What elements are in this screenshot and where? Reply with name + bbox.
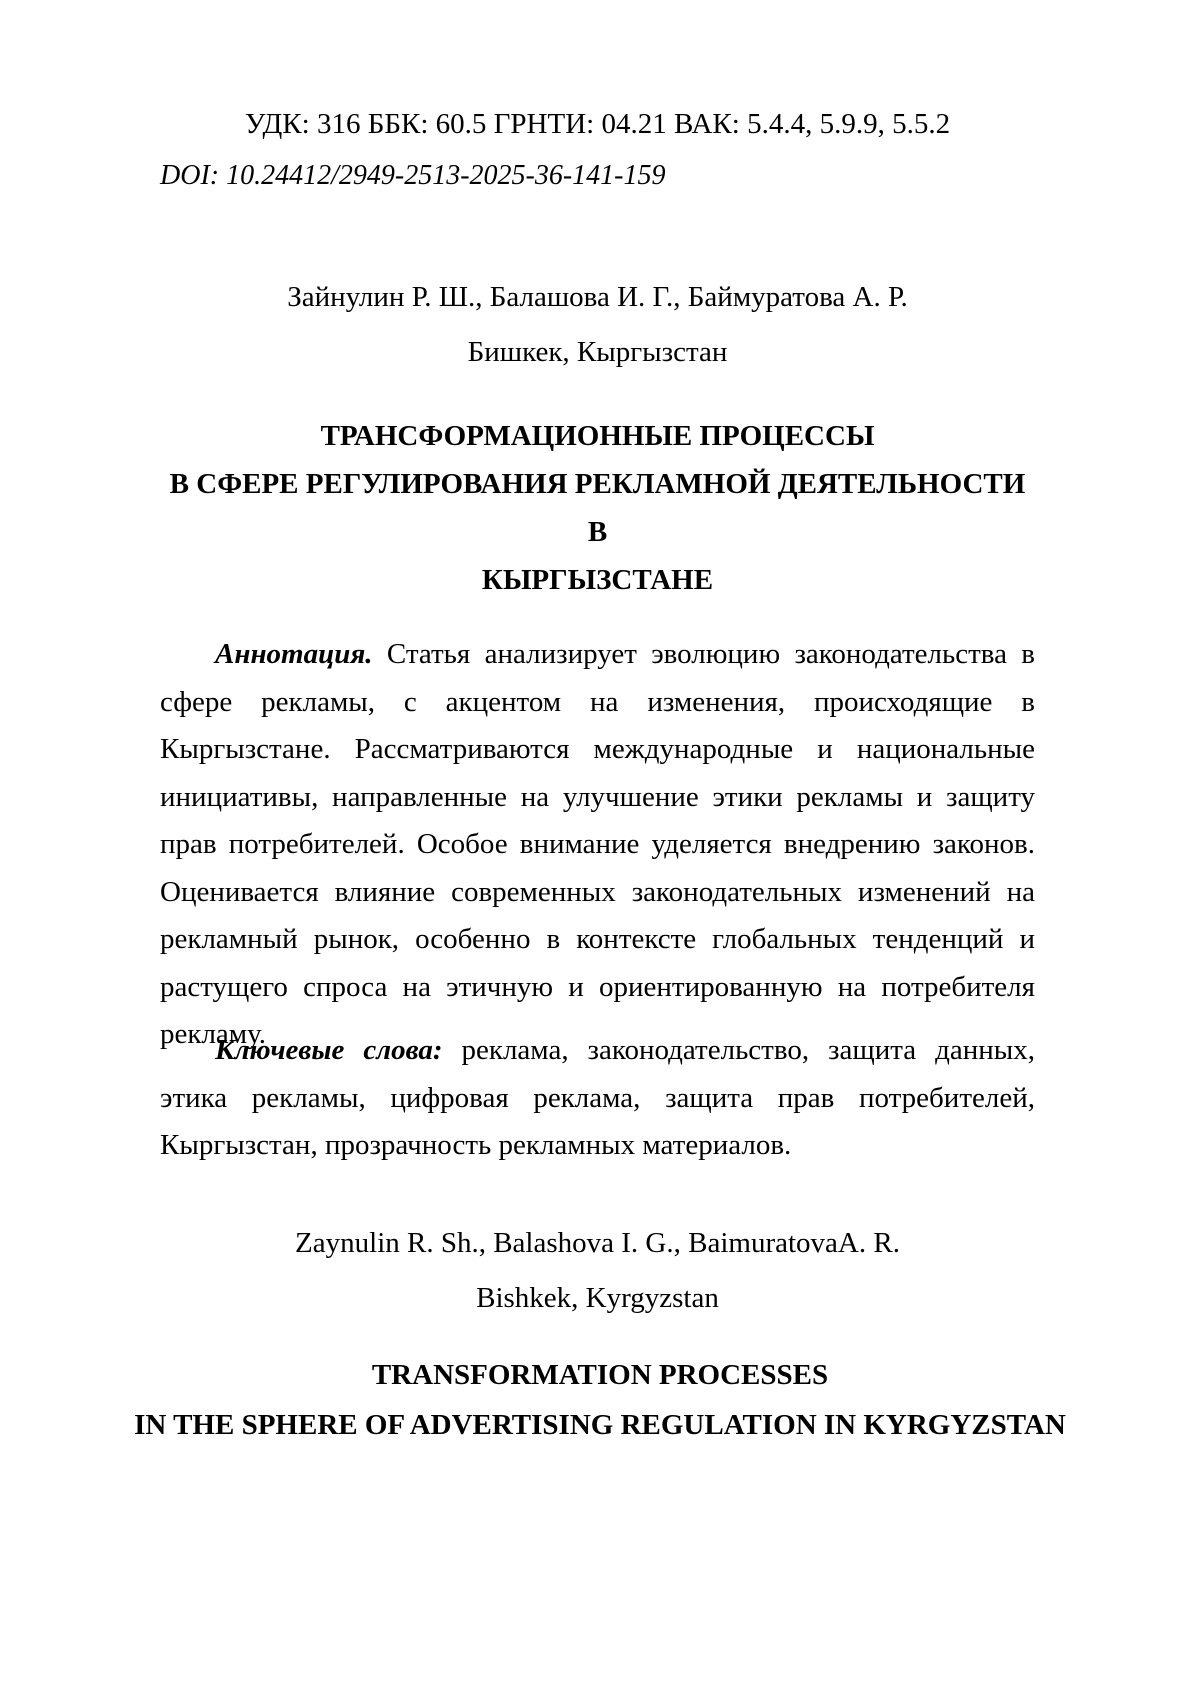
location-en: Bishkek, Kyrgyzstan	[476, 1282, 719, 1314]
udk-classification-line: УДК: 316 ББК: 60.5 ГРНТИ: 04.21 ВАК: 5.4.4, 5.9.9, 5.5.2	[244, 108, 951, 140]
abstract-text: Статья анализирует эволюцию законодательства в сфере рекламы, с акцентом на изменения, происходящие в Кыргызстане. Рассматриваются международные и национальные инициативы, направленные на улучшение этики рекламы и защиту прав потребителей. Особое внимание уделяется внедрению законов. Оценивается влияние современных законодательных изменений на рекламный рынок, особенно в контексте глобальных тенденций и растущего спроса на этичную и ориентированную на потребителя рекламу.	[160, 638, 1035, 1050]
article-title-ru	[160, 412, 1035, 604]
authors-en: Zaynulin R. Sh., Balashova I. G., BaimuratovaA. R.	[295, 1227, 900, 1259]
abstract-label: Аннотация.	[215, 638, 373, 670]
authors-ru: Зайнулин Р. Ш., Балашова И. Г., Баймуратова А. Р.	[287, 281, 908, 313]
abstract-paragraph	[160, 631, 1035, 1059]
keywords-label: Ключевые слова:	[215, 1034, 443, 1066]
article-title-ru-line: В СФЕРЕ РЕГУЛИРОВАНИЯ РЕКЛАМНОЙ ДЕЯТЕЛЬНОСТИ В	[169, 468, 1026, 548]
keywords-paragraph	[160, 1027, 1035, 1170]
article-title-en-line: TRANSFORMATION PROCESSES	[371, 1359, 829, 1391]
article-title-en-line: IN THE SPHERE OF ADVERTISING REGULATION IN KYRGYZSTAN	[134, 1409, 1066, 1441]
location-ru: Бишкек, Кыргызстан	[467, 336, 728, 368]
article-title-ru-line: КЫРГЫЗСТАНЕ	[481, 564, 714, 596]
article-title-en	[60, 1350, 1140, 1450]
article-title-ru-line: ТРАНСФОРМАЦИОННЫЕ ПРОЦЕССЫ	[320, 420, 875, 452]
doi-line: DOI: 10.24412/2949-2513-2025-36-141-159	[160, 160, 666, 191]
keywords-text: реклама, законодательство, защита данных, этика рекламы, цифровая реклама, защита прав потребителей, Кыргызстан, прозрачность рекламных материалов.	[160, 1034, 1035, 1161]
